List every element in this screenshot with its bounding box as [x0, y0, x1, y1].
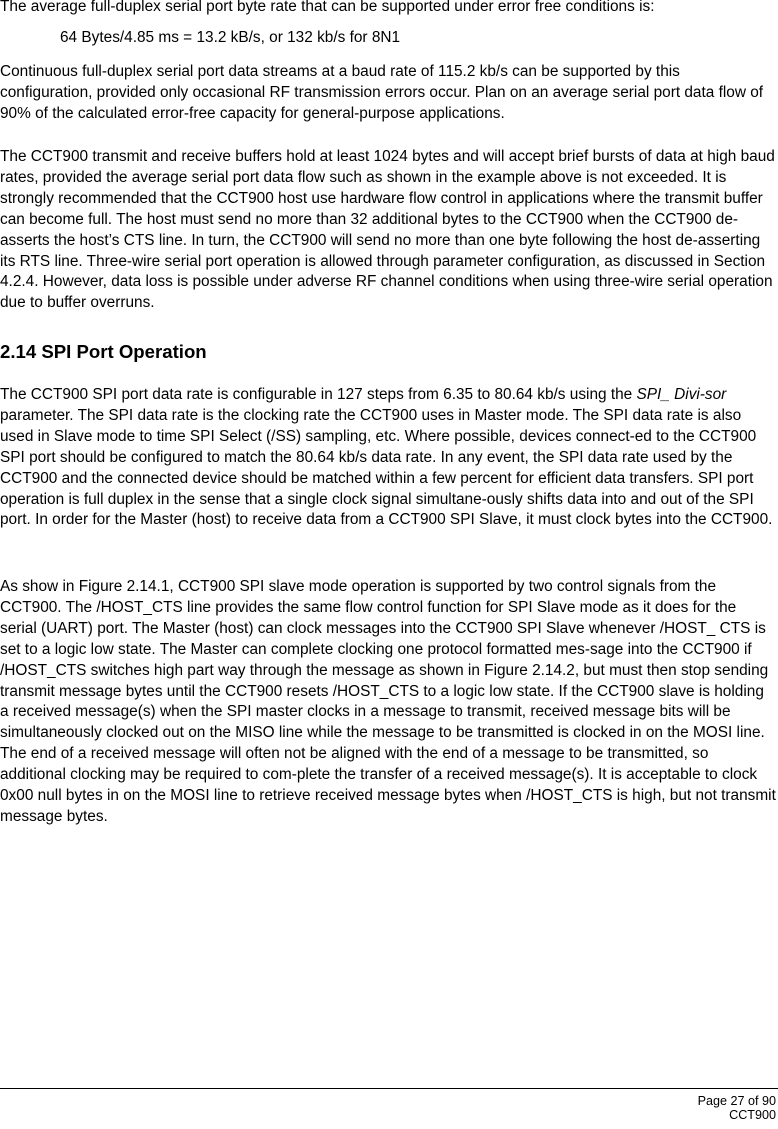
intro-paragraph: The average full-duplex serial port byte rate that can be supported under error free conditions is: [0, 0, 655, 15]
buffers-paragraph: The CCT900 transmit and receive buffers hold at least 1024 bytes and will accept brief bursts of data at high baud rates, provided the average serial port data flow such as shown in the example above is not exceeded. It is strongly recommended that the CCT900 host use hardware flow control in applications where the transmit buffer can become full. The host must send no more than 32 additional bytes to the CCT900 when the CCT900 de-asserts the host’s CTS line. In turn, the CCT900 will send no more than one byte following the host de-asserting its RTS line. Three-wire serial port operation is allowed through parameter configuration, as discussed in Section 4.2.4. However, data loss is possible under adverse RF channel conditions when using three-wire serial operation due to buffer overruns. [0, 148, 775, 312]
spi-divisor-parameter: SPI_ Divi-sor [636, 386, 727, 403]
page-number: Page 27 of 90 [697, 1094, 776, 1108]
spi-rate-paragraph [0, 385, 776, 531]
spi-slave-mode-paragraph: As show in Figure 2.14.1, CCT900 SPI slave mode operation is supported by two control signals from the CCT900. The /HOST_CTS line provides the same flow control function for SPI Slave mode as it does for the serial (UART) port. The Master (host) can clock messages into the CCT900 SPI Slave whenever /HOST_ CTS is set to a logic low state. The Master can complete clocking one protocol formatted mes-sage into the CCT900 if /HOST_CTS switches high part way through the message as shown in Figure 2.14.2, but must then stop sending transmit message bytes until the CCT900 resets /HOST_CTS to a logic low state. If the CCT900 slave is holding a received message(s) when the SPI master clocks in a message to transmit, received message bits will be simultaneously clocked out on the MISO line while the message to be transmitted is clocked in on the MOSI line. The end of a received message will often not be aligned with the end of a message to be transmitted, so additional clocking may be required to com-plete the transfer of a received message(s). It is acceptable to clock 0x00 null bytes in on the MOSI line to retrieve received message bytes when /HOST_CTS is high, but not transmit message bytes. [0, 578, 776, 825]
continuous-stream-paragraph: Continuous full-duplex serial port data streams at a baud rate of 115.2 kb/s can be supported by this configuration, provided only occasional RF transmission errors occur. Plan on an average serial port data flow of 90% of the calculated error-free capacity for general-purpose applications. [0, 63, 764, 122]
byte-rate-formula: 64 Bytes/4.85 ms = 13.2 kB/s, or 132 kb/s for 8N1 [60, 29, 401, 46]
spi-rate-text-end: parameter. The SPI data rate is the clocking rate the CCT900 uses in Master mode. The SPI data rate is also used in Slave mode to time SPI Select (/SS) sampling, etc. Where possible, devices connect-ed to the CCT900 SPI port should be configured to match the 80.64 kb/s data rate. In any event, the SPI data rate used by the CCT900 and the connected device should be matched within a few percent for efficient data transfers. SPI port operation is full duplex in the sense that a single clock signal simultane-ously shifts data into and out of the SPI port. In order for the Master (host) to receive data from a CCT900 SPI Slave, it must clock bytes into the CCT900. [0, 406, 773, 529]
document-name: CCT900 [729, 1108, 776, 1122]
spi-rate-text-start: The CCT900 SPI port data rate is configurable in 127 steps from 6.35 to 80.64 kb/s using the [0, 386, 637, 403]
footer-divider [0, 1088, 778, 1089]
section-heading: 2.14 SPI Port Operation [0, 341, 207, 362]
